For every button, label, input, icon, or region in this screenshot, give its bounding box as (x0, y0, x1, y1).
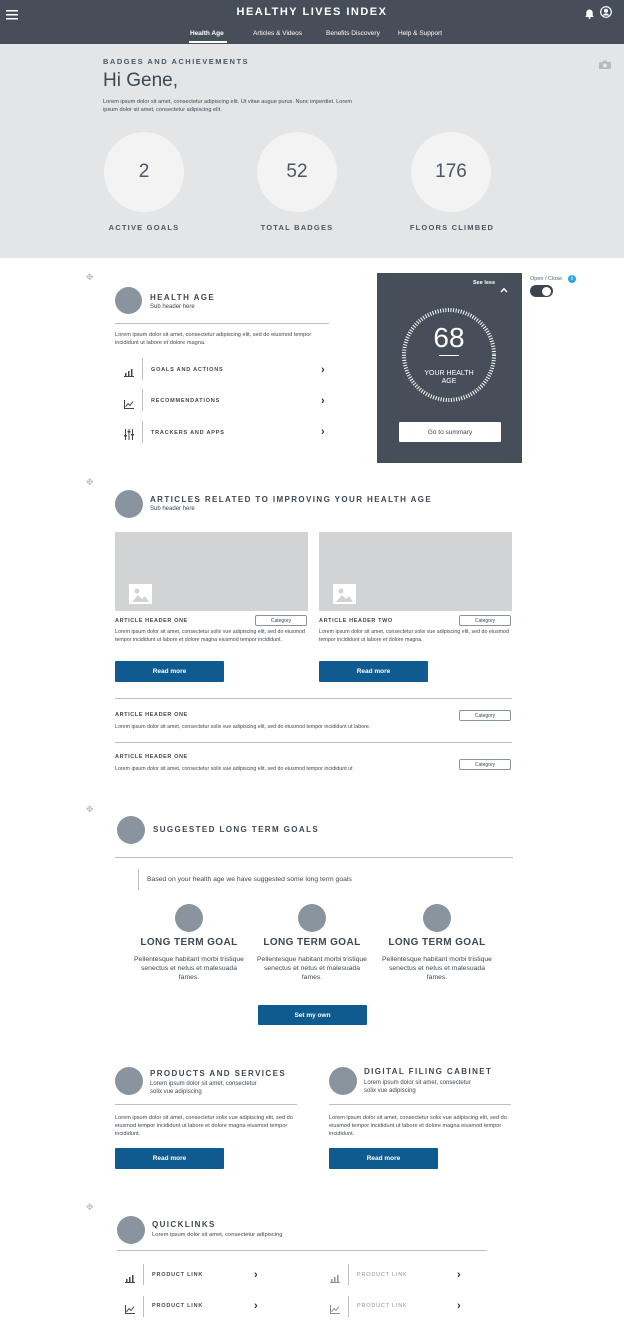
chevron-right-icon[interactable]: › (321, 395, 325, 407)
goal-title: LONG TERM GOAL (388, 937, 486, 948)
category-button[interactable]: Category (459, 759, 511, 770)
chevron-right-icon[interactable]: › (321, 426, 325, 438)
read-more-button[interactable]: Read more (329, 1148, 438, 1169)
article-two-header: ARTICLE HEADER TWO (319, 618, 393, 624)
user-avatar-icon[interactable] (600, 5, 612, 23)
separator (143, 1296, 144, 1317)
bar-chart-icon (330, 1270, 340, 1288)
goal-avatar (175, 904, 203, 932)
health-age-avatar (115, 287, 142, 314)
note-accent-bar (138, 869, 139, 890)
chevron-right-icon[interactable]: › (457, 1269, 461, 1281)
separator (143, 1264, 144, 1285)
chevron-right-icon[interactable]: › (254, 1269, 258, 1281)
open-close-label: Open / Close (530, 276, 563, 282)
article-one-header: ARTICLE HEADER ONE (115, 618, 188, 624)
quicklink-product[interactable]: PRODUCT LINK (357, 1272, 408, 1278)
bar-chart-icon (124, 364, 134, 382)
divider (115, 698, 512, 699)
toggle-knob (542, 287, 551, 296)
tab-benefits-discovery[interactable]: Benefits Discovery (326, 30, 380, 37)
app-title: HEALTHY LIVES INDEX (236, 6, 388, 18)
go-to-summary-button[interactable]: Go to summary (399, 422, 501, 442)
divider (115, 323, 329, 324)
filing-avatar (329, 1067, 357, 1095)
separator (142, 358, 143, 380)
filing-title: DIGITAL FILING CABINET (364, 1067, 493, 1076)
stat-active-goals-label: ACTIVE GOALS (108, 223, 180, 232)
goals-avatar (117, 816, 145, 844)
chevron-up-icon[interactable] (500, 280, 508, 298)
read-more-button[interactable]: Read more (319, 661, 428, 682)
quicklinks-sub: Lorem ipsum dolor sit amet, consectetur adipiscing (152, 1232, 283, 1238)
open-close-toggle[interactable] (530, 285, 553, 297)
quicklink-product[interactable]: PRODUCT LINK (152, 1303, 204, 1309)
health-age-text: Lorem ipsum dolor sit amet, consectetur adipiscing elit, sed do eiusmod tempor incididunt ut labore et dolore magna. (115, 332, 312, 346)
goal-text: Pellentesque habitant morbi tristique senectus et netus et malesuada fames. (257, 956, 367, 981)
goal-text: Pellentesque habitant morbi tristique senectus et netus et malesuada fames. (134, 956, 244, 981)
article-image-one[interactable] (115, 532, 308, 611)
separator (348, 1264, 349, 1285)
chevron-right-icon[interactable]: › (254, 1300, 258, 1312)
divider (329, 1104, 511, 1105)
products-avatar (115, 1067, 143, 1095)
articles-subheader: Sub header here (150, 506, 195, 512)
divider (117, 1250, 487, 1251)
article-image-two[interactable] (319, 532, 512, 611)
tab-help-support[interactable]: Help & Support (398, 30, 443, 37)
greeting: Hi Gene, (103, 70, 178, 91)
stat-floors-climbed-label: FLOORS CLIMBED (409, 223, 495, 232)
tab-articles-videos[interactable]: Articles & Videos (253, 30, 303, 37)
badges-hero (0, 44, 624, 258)
row-recommendations[interactable]: RECOMMENDATIONS (151, 398, 221, 404)
bell-icon[interactable] (585, 6, 594, 24)
goal-avatar (423, 904, 451, 932)
drag-handle-icon[interactable]: ✥ (86, 1202, 94, 1212)
health-age-label-line1: YOUR HEALTH (424, 370, 474, 377)
top-header (0, 0, 624, 44)
articles-title: ARTICLES RELATED TO IMPROVING YOUR HEALTH AGE (150, 495, 433, 504)
list-article-text: Lorem ipsum dolor sit amet, consectetur solix vue adipiscing elit, sed do eiusmod tempor incididunt ut (115, 766, 353, 772)
image-placeholder-icon (129, 584, 152, 604)
category-button[interactable]: Category (255, 615, 307, 626)
drag-handle-icon[interactable]: ✥ (86, 477, 94, 487)
divider (115, 1104, 297, 1105)
separator (142, 421, 143, 443)
filing-text: Lorem ipsum dolor sit amet, consectetur solix vue adipiscing elit, sed do eiusmod tempor incididunt ut labore et dolore magna eiusmod tempor incididunt. (329, 1115, 507, 1137)
line-chart-icon (125, 1301, 135, 1319)
line-chart-icon (330, 1301, 340, 1319)
chevron-right-icon[interactable]: › (457, 1300, 461, 1312)
products-sub: Lorem ipsum dolor sit amet, consectetur solix vue adipiscing (150, 1081, 257, 1095)
article-one-text: Lorem ipsum dolor sit amet, consectetur solix vue adipiscing elit, sed do eiusmod tempor incididunt ut labore et dolore magna eiusmod tempor incididunt. (115, 629, 305, 643)
divider (115, 857, 513, 858)
bar-chart-icon (125, 1270, 135, 1288)
tab-health-age[interactable]: Health Age (190, 30, 224, 37)
health-age-title: HEALTH AGE (150, 293, 216, 302)
row-trackers-and-apps[interactable]: TRACKERS AND APPS (151, 430, 225, 436)
goals-title: SUGGESTED LONG TERM GOALS (153, 825, 320, 834)
quicklinks-title: QUICKLINKS (152, 1220, 216, 1229)
read-more-button[interactable]: Read more (115, 1148, 224, 1169)
category-button[interactable]: Category (459, 615, 511, 626)
badges-kicker: BADGES AND ACHIEVEMENTS (103, 57, 250, 66)
goal-title: LONG TERM GOAL (140, 937, 238, 948)
quicklinks-avatar (117, 1216, 145, 1244)
list-article-header: ARTICLE HEADER ONE (115, 712, 188, 718)
see-less-toggle[interactable]: See less (473, 280, 496, 286)
health-age-subheader: Sub header here (150, 304, 195, 310)
sliders-icon (124, 427, 134, 445)
read-more-button[interactable]: Read more (115, 661, 224, 682)
divider (115, 742, 512, 743)
products-title: PRODUCTS AND SERVICES (150, 1069, 287, 1078)
camera-icon[interactable] (599, 56, 611, 74)
active-tab-indicator (189, 41, 227, 43)
quicklink-product[interactable]: PRODUCT LINK (357, 1303, 408, 1309)
stat-total-badges-value: 52 (257, 132, 337, 212)
goals-note: Based on your health age we have suggested some long term goals (147, 876, 352, 883)
stat-active-goals-value: 2 (104, 132, 184, 212)
separator (142, 389, 143, 411)
health-age-value: 68 (433, 322, 465, 353)
article-two-text: Lorem ipsum dolor sit amet, consectetur solix vue adipiscing elit, sed do eiusmod tempor incididunt ut labore et dolore magna. (319, 629, 509, 643)
image-placeholder-icon (333, 584, 356, 604)
health-age-label-line2: AGE (441, 378, 457, 385)
category-button[interactable]: Category (459, 710, 511, 721)
list-article-text: Lorem ipsum dolor sit amet, consectetur solix vue adipiscing elit, sed do eiusmod tempor incididunt ut labore. (115, 724, 371, 730)
goal-avatar (298, 904, 326, 932)
chevron-right-icon[interactable]: › (321, 364, 325, 376)
articles-avatar (115, 490, 143, 518)
line-chart-icon (124, 396, 134, 414)
filing-sub: Lorem ipsum dolor sit amet, consectetur solix vue adipiscing (364, 1080, 471, 1094)
stat-floors-climbed-value: 176 (411, 132, 491, 212)
hero-intro: Lorem ipsum dolor sit amet, consectetur adipiscing elit. Ut vitae augue purus. Nunc imperdiet. Lorem ipsum dolor sit amet, consectetur adipiscing elit. (103, 99, 353, 113)
drag-handle-icon[interactable]: ✥ (86, 272, 94, 282)
health-age-card (377, 273, 522, 463)
goal-title: LONG TERM GOAL (263, 937, 361, 948)
list-article-header: ARTICLE HEADER ONE (115, 754, 188, 760)
quicklink-product[interactable]: PRODUCT LINK (152, 1272, 204, 1278)
goal-text: Pellentesque habitant morbi tristique senectus et netus et malesuada fames. (382, 956, 492, 981)
set-my-own-button[interactable]: Set my own (258, 1005, 367, 1025)
drag-handle-icon[interactable]: ✥ (86, 804, 94, 814)
products-text: Lorem ipsum dolor sit amet, consectetur solix vue adipiscing elit, sed do eiusmod tempor incididunt ut labore et dolore magna eiusmod tempor incididunt. (115, 1115, 293, 1137)
separator (348, 1296, 349, 1317)
stat-total-badges-label: TOTAL BADGES (260, 223, 334, 232)
info-icon[interactable]: i (568, 275, 576, 283)
row-goals-and-actions[interactable]: GOALS AND ACTIONS (151, 367, 224, 373)
